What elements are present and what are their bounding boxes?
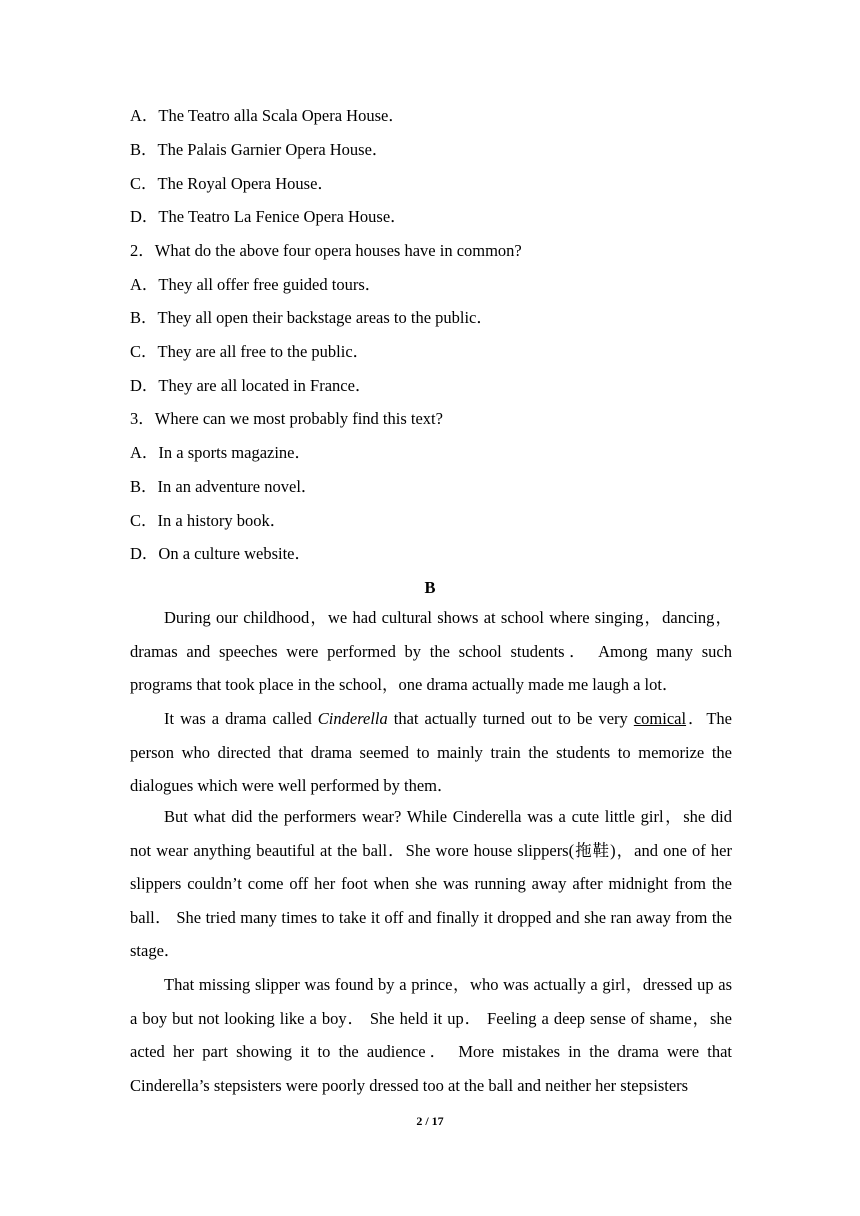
q1-option-c: C．The Royal Opera House． [130,174,334,193]
q1-option-a: A．The Teatro alla Scala Opera House． [130,106,405,125]
q3-option-a: A．In a sports magazine． [130,443,311,462]
section-title: B [424,578,436,597]
q2-option-c: C．They are all free to the public． [130,342,370,361]
q3-option-c: C．In a history book． [130,511,287,530]
p2-text-before: It was a drama called [164,709,318,728]
q1-option-b: B．The Palais Garnier Opera House． [130,140,389,159]
page-number: 2 / 17 [416,1114,444,1128]
p2-underlined-word: comical [633,709,687,728]
q3-option-b: B．In an adventure novel． [130,477,318,496]
q2-option-d: D．They are all located in France． [130,376,372,395]
p2-text-after: ．The person who directed that drama seemed to mainly train the students to memorize the dialogues which were well performed by them． [130,709,733,796]
paragraph-4: That missing slipper was found by a prince，who was actually a girl，dressed up as a boy but not looking like a boy． She held it up． Feeling a deep sense of shame，she acted her part showing it to the audience． More mistakes in the drama were that Cinderella’s stepsisters were poorly dressed too at the ball and neither her stepsisters [130,975,732,1095]
paragraph-2 [130,702,732,803]
q2-option-a: A．They all offer free guided tours． [130,275,382,294]
paragraph-1: During our childhood，we had cultural shows at school where singing，dancing，dramas and speeches were performed by the school students． Among many such programs that took place in the school，one drama actually made me laugh a lot． [130,608,732,695]
p2-title-italic: Cinderella [317,709,388,728]
q3-option-d: D．On a culture website． [130,544,311,563]
q2-option-b: B．They all open their backstage areas to the public． [130,308,493,327]
p2-text-middle: that actually turned out to be very [387,709,634,728]
q1-option-d: D．The Teatro La Fenice Opera House． [130,207,407,226]
q2-stem: 2．What do the above four opera houses have in common? [130,241,522,260]
q3-stem: 3．Where can we most probably find this text? [130,409,443,428]
paragraph-3: But what did the performers wear? While Cinderella was a cute little girl，she did not wear anything beautiful at the ball．She wore house slippers(拖鞋)，and one of her slippers couldn’t come off her foot when she was running away after midnight from the ball． She tried many times to take it off and finally it dropped and she ran away from the stage． [130,807,732,961]
